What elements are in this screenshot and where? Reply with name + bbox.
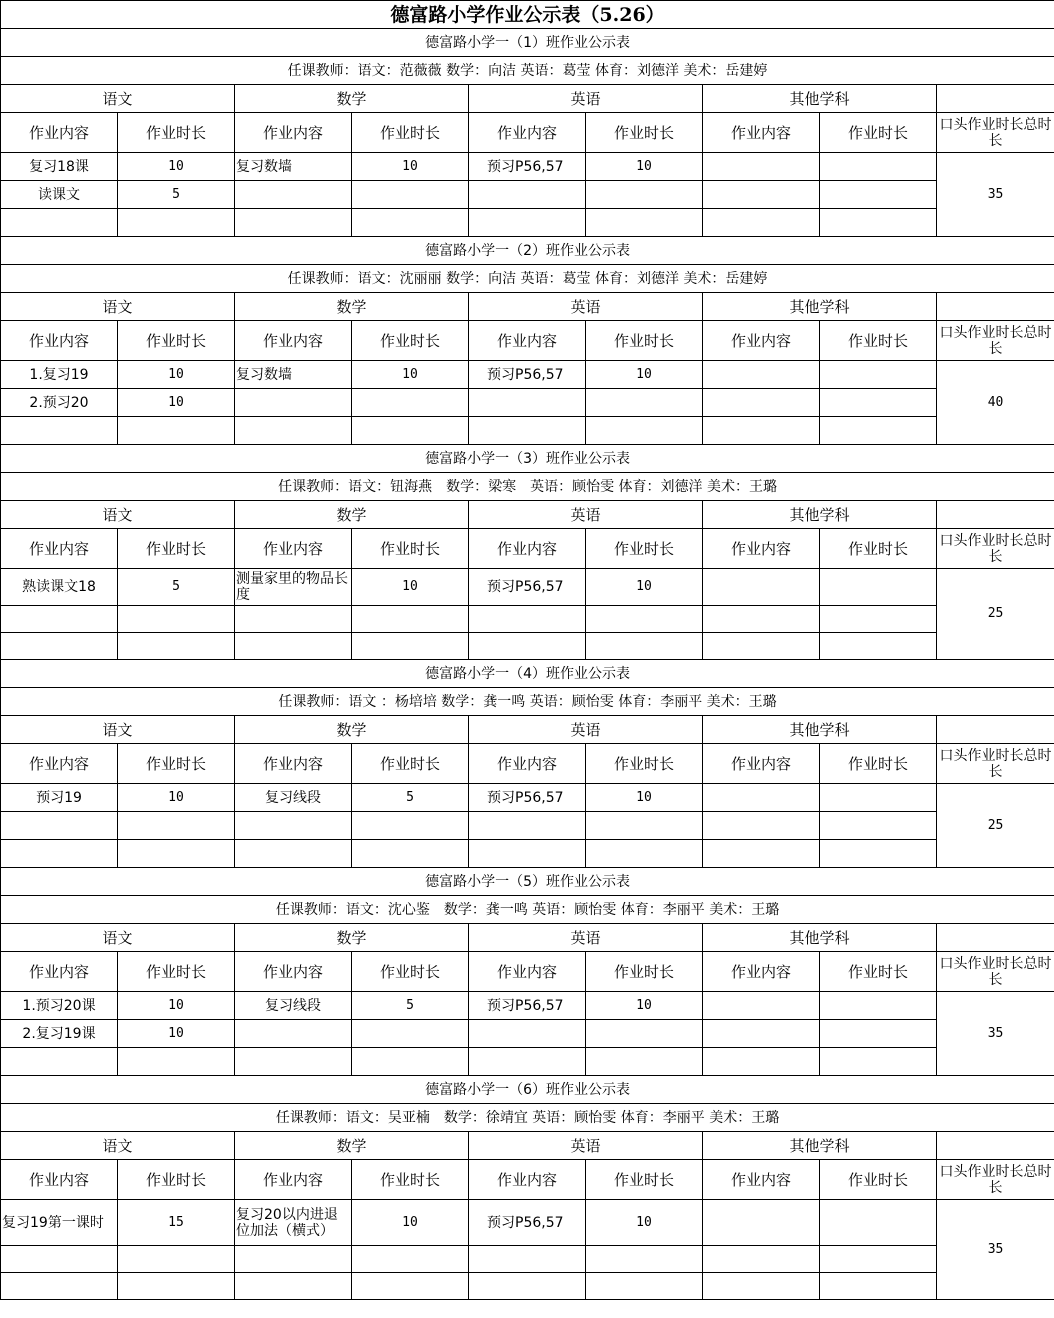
math-duration [352,606,469,633]
chinese-duration: 5 [118,569,235,606]
content-header: 作业内容 [235,321,352,361]
english-duration [586,209,703,237]
other-duration [820,840,937,868]
english-duration: 10 [586,361,703,389]
chinese-duration: 10 [118,992,235,1020]
duration-header: 作业时长 [352,744,469,784]
english-content [469,1273,586,1300]
subject-header-math: 数学 [235,85,469,113]
other-content [703,812,820,840]
other-content [703,840,820,868]
english-duration [586,389,703,417]
oral-total-value: 25 [937,569,1054,660]
subject-header-chinese: 语文 [1,716,235,744]
duration-header: 作业时长 [118,321,235,361]
subject-header-math: 数学 [235,501,469,529]
class-title: 德富路小学一（3）班作业公示表 [1,445,1054,473]
duration-header: 作业时长 [820,744,937,784]
math-duration [352,1273,469,1300]
english-content: 预习P56,57 [469,153,586,181]
class-title: 德富路小学一（5）班作业公示表 [1,868,1054,896]
math-content [235,812,352,840]
other-content [703,209,820,237]
english-content [469,606,586,633]
duration-header: 作业时长 [586,952,703,992]
duration-header: 作业时长 [118,952,235,992]
chinese-content: 2.预习20 [1,389,118,417]
content-header: 作业内容 [469,321,586,361]
subject-header-other: 其他学科 [703,293,937,321]
english-duration [586,1048,703,1076]
english-duration [586,181,703,209]
duration-header: 作业时长 [820,321,937,361]
class-title: 德富路小学一（6）班作业公示表 [1,1076,1054,1104]
english-content [469,181,586,209]
english-duration: 10 [586,784,703,812]
duration-header: 作业时长 [118,529,235,569]
chinese-duration [118,812,235,840]
chinese-duration: 10 [118,361,235,389]
math-duration [352,812,469,840]
english-content: 预习P56,57 [469,992,586,1020]
teachers-line: 任课教师：语文：范薇薇 数学：向洁 英语：葛莹 体育：刘德洋 美术：岳建婷 [1,57,1054,85]
subject-header-chinese: 语文 [1,293,235,321]
subject-header-chinese: 语文 [1,1132,235,1160]
chinese-duration [118,417,235,445]
math-content: 复习数墙 [235,153,352,181]
english-duration [586,606,703,633]
other-content [703,181,820,209]
content-header: 作业内容 [469,744,586,784]
content-header: 作业内容 [469,1160,586,1200]
empty-header-cell [937,85,1054,113]
chinese-content [1,633,118,660]
chinese-duration: 10 [118,153,235,181]
other-duration [820,181,937,209]
teachers-line: 任课教师：语文：沈丽丽 数学：向洁 英语：葛莹 体育：刘德洋 美术：岳建婷 [1,265,1054,293]
chinese-duration [118,606,235,633]
teachers-line: 任课教师：语文：钮海燕 数学：梁寒 英语：顾怡雯 体育：刘德洋 美术：王璐 [1,473,1054,501]
page-title: 德富路小学作业公示表（5.26） [1,1,1054,29]
math-duration: 5 [352,992,469,1020]
duration-header: 作业时长 [352,113,469,153]
chinese-content: 预习19 [1,784,118,812]
english-content [469,389,586,417]
english-duration: 10 [586,153,703,181]
subject-header-other: 其他学科 [703,1132,937,1160]
chinese-content [1,417,118,445]
english-content [469,417,586,445]
other-content [703,1273,820,1300]
subject-header-chinese: 语文 [1,924,235,952]
subject-header-math: 数学 [235,924,469,952]
duration-header: 作业时长 [820,952,937,992]
duration-header: 作业时长 [820,529,937,569]
oral-total-header: 口头作业时长总时长 [937,321,1054,361]
math-content [235,181,352,209]
math-content [235,1048,352,1076]
subject-header-math: 数学 [235,716,469,744]
subject-header-math: 数学 [235,293,469,321]
subject-header-english: 英语 [469,1132,703,1160]
math-duration: 10 [352,153,469,181]
english-content [469,633,586,660]
teachers-line: 任课教师：语文 ：杨培培 数学：龚一鸣 英语：顾怡雯 体育：李丽平 美术：王璐 [1,688,1054,716]
empty-header-cell [937,1132,1054,1160]
english-content [469,209,586,237]
content-header: 作业内容 [235,529,352,569]
other-duration [820,812,937,840]
other-content [703,992,820,1020]
subject-header-other: 其他学科 [703,85,937,113]
other-duration [820,209,937,237]
other-duration [820,1048,937,1076]
other-content [703,389,820,417]
chinese-duration [118,1246,235,1273]
chinese-content [1,1048,118,1076]
duration-header: 作业时长 [586,529,703,569]
english-duration: 10 [586,569,703,606]
math-duration: 10 [352,1200,469,1246]
chinese-content: 1.预习20课 [1,992,118,1020]
duration-header: 作业时长 [352,952,469,992]
english-duration [586,417,703,445]
duration-header: 作业时长 [352,321,469,361]
math-duration [352,417,469,445]
content-header: 作业内容 [703,113,820,153]
english-content [469,840,586,868]
chinese-content [1,606,118,633]
english-duration [586,840,703,868]
duration-header: 作业时长 [118,744,235,784]
math-content: 复习数墙 [235,361,352,389]
oral-total-value: 35 [937,153,1054,237]
math-duration: 10 [352,361,469,389]
math-content: 测量家里的物品长度 [235,569,352,606]
math-duration: 5 [352,784,469,812]
duration-header: 作业时长 [118,1160,235,1200]
subject-header-chinese: 语文 [1,501,235,529]
duration-header: 作业时长 [586,321,703,361]
oral-total-header: 口头作业时长总时长 [937,952,1054,992]
content-header: 作业内容 [469,529,586,569]
subject-header-english: 英语 [469,924,703,952]
content-header: 作业内容 [1,321,118,361]
math-content [235,1273,352,1300]
empty-header-cell [937,501,1054,529]
chinese-duration [118,840,235,868]
english-content: 预习P56,57 [469,361,586,389]
math-duration [352,181,469,209]
other-content [703,1200,820,1246]
duration-header: 作业时长 [118,113,235,153]
duration-header: 作业时长 [586,1160,703,1200]
math-content: 复习线段 [235,992,352,1020]
subject-header-english: 英语 [469,293,703,321]
other-duration [820,569,937,606]
teachers-line: 任课教师：语文：沈心鉴 数学：龚一鸣 英语：顾怡雯 体育：李丽平 美术：王璐 [1,896,1054,924]
chinese-duration [118,1048,235,1076]
english-content [469,1246,586,1273]
math-content [235,633,352,660]
oral-total-header: 口头作业时长总时长 [937,529,1054,569]
content-header: 作业内容 [235,744,352,784]
chinese-content: 2.复习19课 [1,1020,118,1048]
content-header: 作业内容 [1,952,118,992]
chinese-content [1,209,118,237]
content-header: 作业内容 [1,529,118,569]
other-content [703,606,820,633]
math-content [235,389,352,417]
other-duration [820,784,937,812]
oral-total-value: 25 [937,784,1054,868]
chinese-content: 读课文 [1,181,118,209]
english-duration [586,812,703,840]
subject-header-other: 其他学科 [703,501,937,529]
other-content [703,569,820,606]
other-duration [820,389,937,417]
other-content [703,1048,820,1076]
duration-header: 作业时长 [820,113,937,153]
chinese-duration: 15 [118,1200,235,1246]
chinese-duration: 10 [118,784,235,812]
content-header: 作业内容 [1,1160,118,1200]
subject-header-math: 数学 [235,1132,469,1160]
class-title: 德富路小学一（4）班作业公示表 [1,660,1054,688]
math-duration: 10 [352,569,469,606]
english-duration [586,1273,703,1300]
content-header: 作业内容 [703,952,820,992]
math-duration [352,389,469,417]
chinese-duration: 5 [118,181,235,209]
math-content [235,840,352,868]
math-content [235,1246,352,1273]
teachers-line: 任课教师：语文：吴亚楠 数学：徐靖宜 英语：顾怡雯 体育：李丽平 美术：王璐 [1,1104,1054,1132]
table-body [1,1,1054,1300]
other-duration [820,1200,937,1246]
english-content: 预习P56,57 [469,569,586,606]
subject-header-other: 其他学科 [703,924,937,952]
other-content [703,1020,820,1048]
other-content [703,784,820,812]
subject-header-english: 英语 [469,501,703,529]
content-header: 作业内容 [235,952,352,992]
oral-total-value: 35 [937,992,1054,1076]
english-content [469,1048,586,1076]
math-duration [352,1048,469,1076]
content-header: 作业内容 [235,1160,352,1200]
class-title: 德富路小学一（2）班作业公示表 [1,237,1054,265]
empty-header-cell [937,924,1054,952]
other-duration [820,633,937,660]
chinese-content [1,1246,118,1273]
other-duration [820,153,937,181]
oral-total-header: 口头作业时长总时长 [937,1160,1054,1200]
duration-header: 作业时长 [352,1160,469,1200]
chinese-duration: 10 [118,389,235,417]
chinese-content: 复习19第一课时 [1,1200,118,1246]
content-header: 作业内容 [1,744,118,784]
duration-header: 作业时长 [586,113,703,153]
chinese-content [1,840,118,868]
math-duration [352,209,469,237]
english-content [469,1020,586,1048]
oral-total-value: 35 [937,1200,1054,1300]
english-content: 预习P56,57 [469,1200,586,1246]
other-content [703,361,820,389]
subject-header-other: 其他学科 [703,716,937,744]
other-duration [820,606,937,633]
chinese-content [1,1273,118,1300]
other-duration [820,1020,937,1048]
math-duration [352,633,469,660]
chinese-content: 熟读课文18 [1,569,118,606]
subject-header-english: 英语 [469,716,703,744]
math-duration [352,840,469,868]
content-header: 作业内容 [1,113,118,153]
math-content: 复习20以内进退位加法（横式） [235,1200,352,1246]
other-duration [820,1273,937,1300]
math-duration [352,1246,469,1273]
other-content [703,633,820,660]
english-duration: 10 [586,992,703,1020]
math-content: 复习线段 [235,784,352,812]
content-header: 作业内容 [703,744,820,784]
math-content [235,209,352,237]
subject-header-english: 英语 [469,85,703,113]
content-header: 作业内容 [469,952,586,992]
english-duration: 10 [586,1200,703,1246]
empty-header-cell [937,293,1054,321]
math-duration [352,1020,469,1048]
chinese-duration [118,1273,235,1300]
oral-total-header: 口头作业时长总时长 [937,744,1054,784]
empty-header-cell [937,716,1054,744]
chinese-content: 1.复习19 [1,361,118,389]
english-duration [586,633,703,660]
chinese-duration [118,633,235,660]
content-header: 作业内容 [469,113,586,153]
class-title: 德富路小学一（1）班作业公示表 [1,29,1054,57]
content-header: 作业内容 [235,113,352,153]
math-content [235,1020,352,1048]
subject-header-chinese: 语文 [1,85,235,113]
other-content [703,417,820,445]
content-header: 作业内容 [703,529,820,569]
duration-header: 作业时长 [586,744,703,784]
chinese-duration [118,209,235,237]
content-header: 作业内容 [703,321,820,361]
english-duration [586,1020,703,1048]
oral-total-value: 40 [937,361,1054,445]
content-header: 作业内容 [703,1160,820,1200]
duration-header: 作业时长 [820,1160,937,1200]
english-content [469,812,586,840]
duration-header: 作业时长 [352,529,469,569]
math-content [235,417,352,445]
oral-total-header: 口头作业时长总时长 [937,113,1054,153]
other-duration [820,417,937,445]
other-duration [820,361,937,389]
chinese-duration: 10 [118,1020,235,1048]
other-content [703,153,820,181]
chinese-content [1,812,118,840]
math-content [235,606,352,633]
chinese-content: 复习18课 [1,153,118,181]
other-content [703,1246,820,1273]
other-duration [820,992,937,1020]
english-content: 预习P56,57 [469,784,586,812]
other-duration [820,1246,937,1273]
english-duration [586,1246,703,1273]
